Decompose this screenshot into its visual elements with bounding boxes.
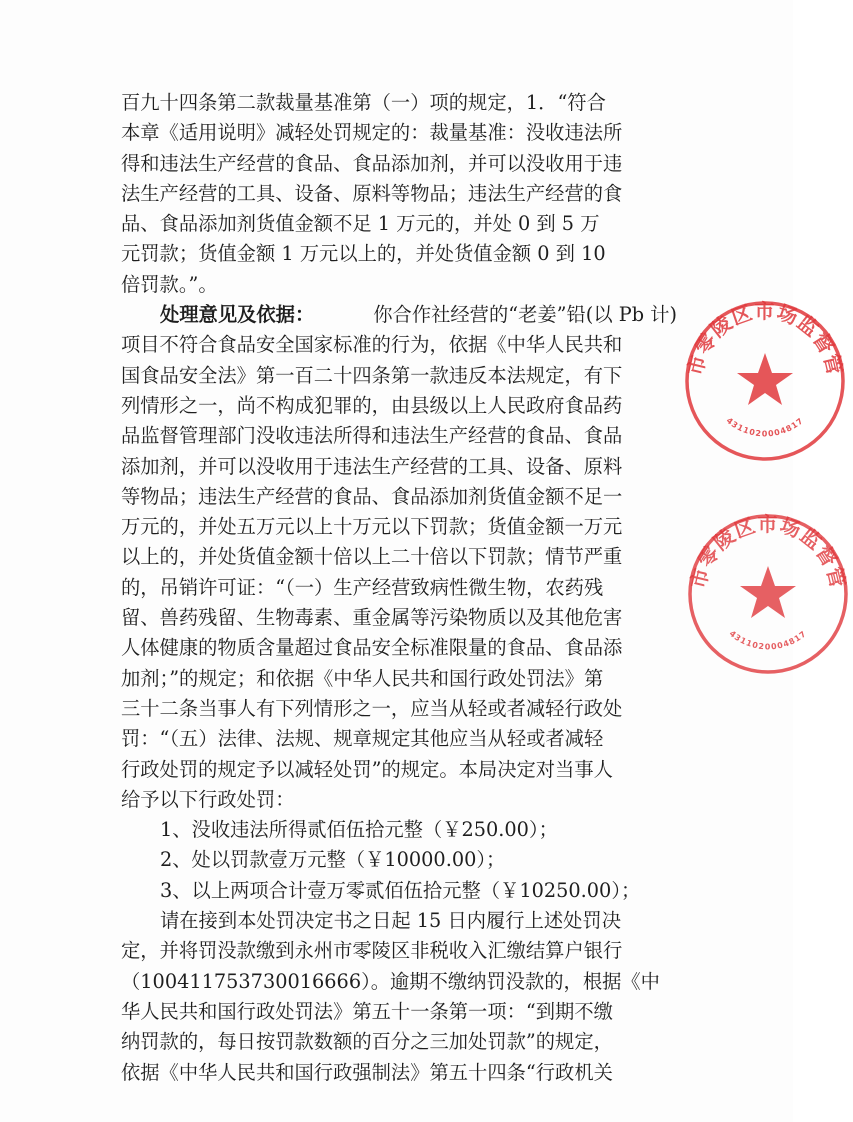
text-line: 留、兽药残留、生物毒素、重金属等污染物质以及其他危害 [121,606,623,630]
text-line: 倍罚款。”。 [121,272,218,296]
text-line: 华人民共和国行政处罚法》第五十一条第一项：“到期不缴 [121,999,613,1023]
text-line: 列情形之一，尚不构成犯罪的，由县级以上人民政府食品药 [121,393,623,417]
penalty-item: 2、处以罚款壹万元整（￥10000.00）； [160,848,506,872]
text-line: 添加剂，并可以没收用于违法生产经营的工具、设备、原料 [121,454,623,478]
seal-star-icon [740,566,796,618]
text-line: 百九十四条第二款裁量基准第（一）项的规定，1．“符合 [121,91,606,114]
seal-stamp-icon [683,506,853,676]
penalty-item: 1、没收违法所得贰佰伍拾元整（￥250.00）； [160,818,558,842]
text-line: 罚：“（五）法律、法规、规章规定其他应当从轻或者减轻 [121,727,604,751]
text-line: 项目不符合食品安全国家标准的行为，依据《中华人民共和 [121,333,623,357]
text-line: 得和违法生产经营的食品、食品添加剂，并可以没收用于违 [121,151,623,175]
text-line: 品、食品添加剂货值金额不足 1 万元的，并处 0 到 5 万 [121,212,600,236]
text-line: 三十二条当事人有下列情形之一，应当从轻或者减轻行政处 [121,696,623,720]
seal-star-icon [737,353,793,405]
seal-name-text: 市零陵区市场监督管 [685,512,851,591]
text-line: 以上的，并处货值金额十倍以上二十倍以下罚款；情节严重 [121,545,623,569]
text-line: 本章《适用说明》减轻处罚规定的：裁量基准：没收违法所 [121,121,623,145]
text-line: （100411753730016666）。逾期不缴纳罚没款的，根据《中 [121,969,660,993]
text-line: 国食品安全法》第一百二十四条第一款违反本法规定，有下 [121,363,623,387]
seal-stamp-icon [680,293,850,463]
text-line: 法生产经营的工具、设备、原料等物品；违法生产经营的食 [121,181,623,205]
paragraph-payment [121,906,677,1088]
official-seal-bottom [683,506,853,676]
text-line: 行政处罚的规定予以减轻处罚”的规定。本局决定对当事人 [121,757,613,781]
penalty-item: 3、以上两项合计壹万零贰佰伍拾元整（￥10250.00）； [160,878,641,902]
seal-code-text: 4311020004817 [724,415,806,439]
official-seal-top [680,293,850,463]
svg-text:4311020004817 [725,416,806,438]
seal-code-text: 4311020004817 [727,628,809,652]
text-line: 定，并将罚没款缴到永州市零陵区非税收入汇缴结算户银行 [121,939,623,963]
text-line: 依据《中华人民共和国行政强制法》第五十四条“行政机关 [121,1060,613,1084]
penalty-list [121,815,677,906]
seal-name-text: 市零陵区市场监督管 [682,299,848,378]
paragraph-legal-basis [121,88,677,300]
document-body [121,88,677,1088]
svg-text:4311020004817 [728,629,809,651]
text-line: 人体健康的物质含量超过食品安全标准限量的食品、食品添 [121,636,623,660]
text-line: 请在接到本处罚决定书之日起 15 日内履行上述处罚决 [160,909,621,933]
text-line: 品监督管理部门没收违法所得和违法生产经营的食品、食品 [121,424,623,448]
text-line: 的，吊销许可证：“（一）生产经营致病性微生物，农药残 [121,575,604,599]
text-line: 给予以下行政处罚： [121,787,295,811]
section-heading: 处理意见及依据： [160,303,315,327]
paragraph-decision-basis [121,300,677,815]
text-span: 你合作社经营的“老姜”铅(以 Pb 计) [373,303,677,327]
text-line: 纳罚款的，每日按罚款数额的百分之三加处罚款”的规定， [121,1030,613,1054]
text-line: 万元的，并处五万元以上十万元以下罚款；货值金额一万元 [121,515,623,539]
text-line [121,300,677,330]
text-line: 元罚款；货值金额 1 万元以上的，并处货值金额 0 到 10 [121,242,606,266]
text-line: 加剂；”的规定；和依据《中华人民共和国行政处罚法》第 [121,666,604,690]
text-line: 等物品；违法生产经营的食品、食品添加剂货值金额不足一 [121,484,623,508]
